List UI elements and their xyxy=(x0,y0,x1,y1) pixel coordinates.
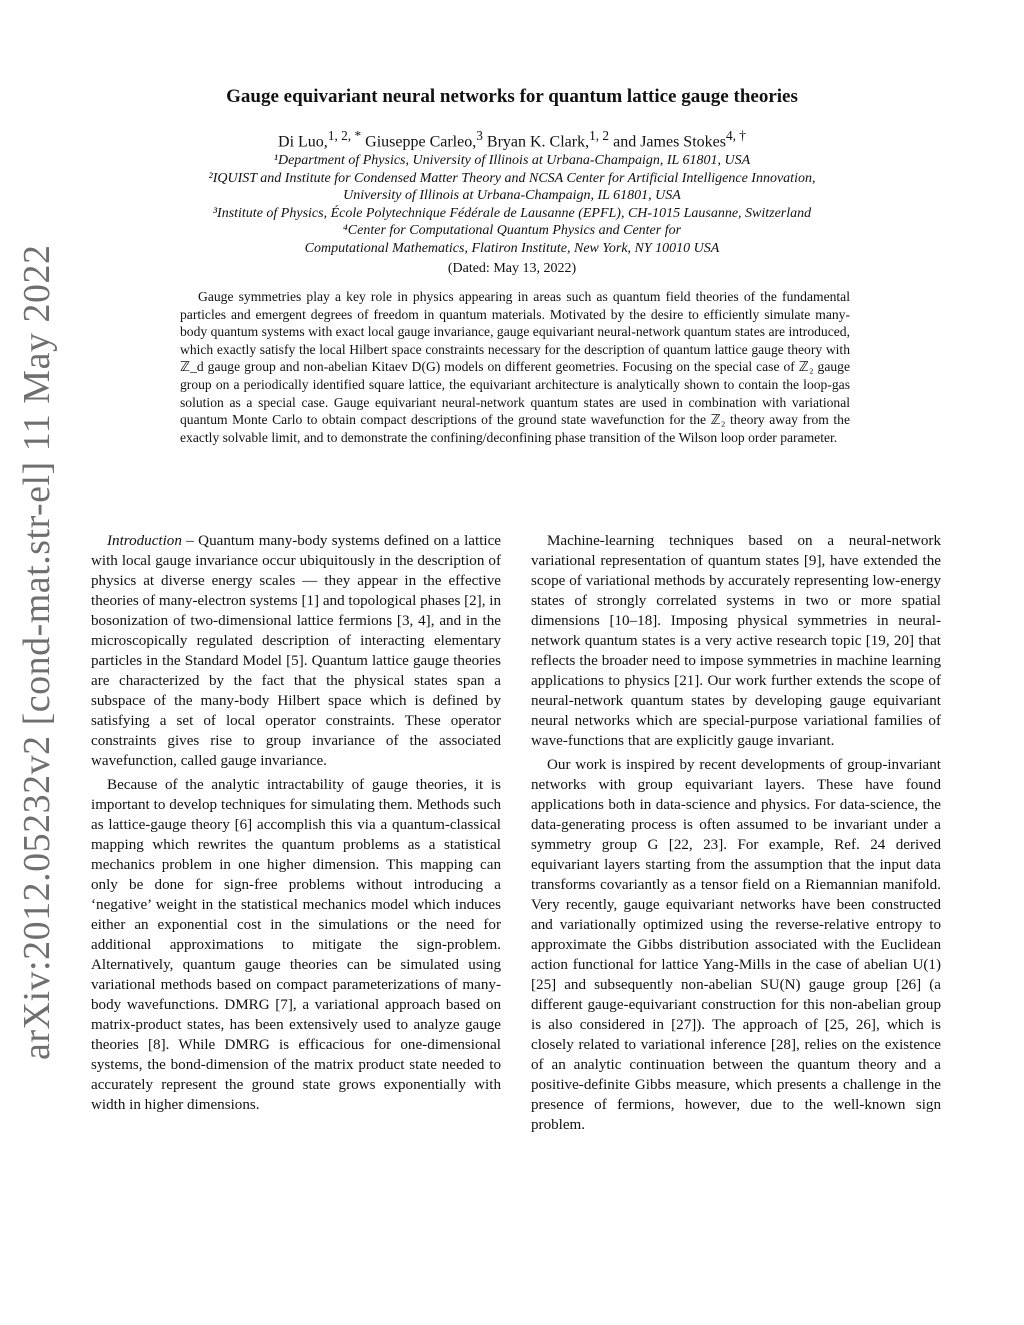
paragraph-text: Quantum many-body systems defined on a lattice with local gauge invariance occur ubiquitously in the description of physics at diverse energy scales — they appear in the effective theories of many-electron systems [1] and topological phases [2], in bosonization of two-dimensional lattice fermions [3, 4], and in the microscopically regulated description of interacting elementary particles in the Standard Model [5]. Quantum lattice gauge theories are characterized by the fact that the physical states span a subspace of the many-body Hilbert space which is defined by satisfying a set of local operator constraints. These operator constraints gives rise to group invariance of the associated wavefunction, called gauge invariance. xyxy=(91,533,501,769)
affiliation-line: University of Illinois at Urbana-Champaign, IL 61801, USA xyxy=(343,188,681,203)
author: Bryan K. Clark, xyxy=(486,133,590,151)
author: and James Stokes xyxy=(613,133,726,151)
author-affiliation-mark: 3 xyxy=(476,128,483,143)
paragraph: Because of the analytic intractability of gauge theories, it is important to develop techniques for simulating them. Methods such as lattice-gauge theory [6] accomplish this via a quantum-classical mapping which rewrites the quantum problems as a statistical mechanics problem in one higher dimension. This mapping can only be done for sign-free problems without introducing a ‘negative’ weight in the statistical mechanics model which induces either an exponential cost in the simulations or the need for additional approximations to mitigate the sign-problem. Alternatively, quantum gauge theories can be simulated using variational methods based on compact parameterizations of many-body wavefunctions. DMRG [7], a variational approach based on matrix-product states, has been extensively used to analyze gauge theories [8]. While DMRG is efficacious for one-dimensional systems, the bond-dimension of the matrix product state needed to accurately represent the ground state grows exponentially with width in higher dimensions. xyxy=(91,777,501,1113)
dated-line: (Dated: May 13, 2022) xyxy=(447,261,577,276)
abstract: Gauge symmetries play a key role in physics appearing in areas such as quantum field theories of the fundamental particles and emergent degrees of freedom in quantum materials. Motivated by the desire to efficiently simulate many-body quantum systems with exact local gauge invariance, gauge equivariant neural-network quantum states are introduced, which exactly satisfy the local Hilbert space constraints necessary for the description of quantum lattice gauge theory with ℤ_d gauge group and non-abelian Kitaev D(G) models on different geometries. Focusing on the special case of ℤ₂ gauge group on a periodically identified square lattice, the equivariant architecture is analytically shown to contain the loop-gas solution as a special case. Gauge equivariant neural-network quantum states are used in combination with variational quantum Monte Carlo to obtain compact descriptions of the ground state wavefunction for the ℤ₂ theory away from the exactly solvable limit, and to demonstrate the confining/deconfining phase transition of the Wilson loop order parameter. xyxy=(180,289,850,445)
paragraph xyxy=(91,531,501,771)
paragraph: Machine-learning techniques based on a neural-network variational representation of quantum states [9], have extended the scope of variational methods by accurately representing low-energy states of strongly correlated systems in two or more spatial dimensions [10–18]. Imposing physical symmetries in neural-network quantum states is a very active research topic [19, 20] that reflects the broader need to impose symmetries in machine learning applications to physics [21]. Our work further extends the scope of neural-network quantum states by developing gauge equivariant neural networks which are special-purpose variational families of wave-functions that are explicitly gauge invariant. xyxy=(531,533,941,749)
arxiv-identifier-stamp[interactable]: arXiv:2012.05232v2 [cond-mat.str-el] 11 May 2022 xyxy=(16,244,58,1060)
right-column xyxy=(531,531,941,1139)
author-affiliation-mark[interactable]: 1, 2, * xyxy=(327,128,362,143)
affiliation-line: ¹Department of Physics, University of Illinois at Urbana-Champaign, IL 61801, USA xyxy=(273,153,751,168)
affiliation-line: ³Institute of Physics, École Polytechnique Fédérale de Lausanne (EPFL), CH-1015 Lausanne, Switzerland xyxy=(212,205,812,221)
section-label: Introduction – xyxy=(107,533,194,549)
affiliation-line: Computational Mathematics, Flatiron Institute, New York, NY 10010 USA xyxy=(304,240,720,256)
paper-title: Gauge equivariant neural networks for quantum lattice gauge theories xyxy=(226,86,798,107)
left-column xyxy=(91,531,501,1119)
author: Di Luo, xyxy=(278,133,328,151)
affiliation-line: ⁴Center for Computational Quantum Physics and Center for xyxy=(342,223,682,238)
author-affiliation-mark[interactable]: 4, † xyxy=(725,128,746,143)
paragraph: Our work is inspired by recent developments of group-invariant networks with group equivariant layers. These have found applications both in data-science and physics. For data-science, the data-generating process is often assumed to be invariant under a symmetry group G [22, 23]. For example, Ref. 24 derived equivariant layers starting from the assumption that the input data transforms covariantly as a tensor field on a Riemannian manifold. Very recently, gauge equivariant networks have been constructed and variationally optimized using the reverse-relative entropy to approximate the Gibbs distribution associated with the Euclidean action functional for lattice Yang-Mills in the case of abelian U(1) [25] and subsequently non-abelian SU(N) gauge group [26] (a different gauge-equivariant construction for this non-abelian group is also considered in [27]). The approach of [25, 26], which is closely related to variational inference [28], relies on the existence of an analytic continuation between the quantum theory and a positive-definite Gibbs measure, which presents a challenge in the presence of fermions, however, due to the well-known sign problem. xyxy=(531,757,941,1133)
affiliation-line: ²IQUIST and Institute for Condensed Matter Theory and NCSA Center for Artificial Intelligence Innovation, xyxy=(208,170,816,186)
affiliations xyxy=(120,152,904,257)
author-affiliation-mark: 1, 2 xyxy=(589,128,610,143)
author: Giuseppe Carleo, xyxy=(365,133,477,151)
author-list xyxy=(0,128,1024,151)
